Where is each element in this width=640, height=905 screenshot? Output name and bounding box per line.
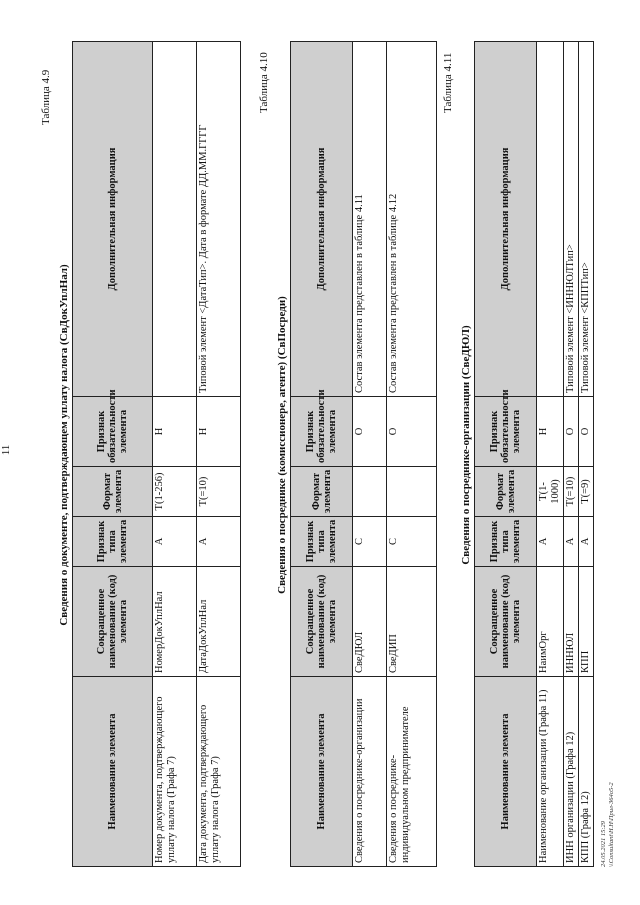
cell-name: Номер документа, подтверждающего уплату налога (Графа 7)	[153, 677, 197, 867]
cell-code: СвеДЮЛ	[353, 567, 387, 677]
cell-name: Дата документа, подтверждающего уплату налога (Графа 7)	[197, 677, 241, 867]
cell-required: Н	[153, 397, 197, 467]
cell-format	[387, 467, 437, 517]
table-header-row	[475, 42, 537, 867]
cell-code: НаимОрг	[537, 567, 564, 677]
cell-name: Сведения о посреднике-организации	[353, 677, 387, 867]
table-row	[537, 42, 564, 867]
table-row	[564, 42, 579, 867]
cell-type: А	[197, 517, 241, 567]
cell-required: О	[353, 397, 387, 467]
cell-info: Состав элемента представлен в таблице 4.12	[387, 42, 437, 397]
cell-code: ДатаДокУплНал	[197, 567, 241, 677]
table-title-4-9: Сведения о документе, подтверждающем уплату налога (СвДокУплНал)	[58, 264, 70, 626]
cell-code: СвеДИП	[387, 567, 437, 677]
header-cell: Формат элемента	[73, 467, 153, 517]
cell-type: С	[353, 517, 387, 567]
header-cell: Признак обязательности элемента	[291, 397, 353, 467]
cell-code: НомерДокУплНал	[153, 567, 197, 677]
cell-required: О	[564, 397, 579, 467]
table-label-4-9: Таблица 4.9	[40, 69, 52, 125]
page-number: 11	[0, 444, 12, 456]
cell-required: Н	[197, 397, 241, 467]
footer-stamp	[600, 782, 616, 867]
header-cell: Дополнительная информация	[73, 42, 153, 397]
cell-format: T(=9)	[579, 467, 594, 517]
header-cell: Формат элемента	[291, 467, 353, 517]
table-row	[153, 42, 197, 867]
header-cell: Наименование элемента	[291, 677, 353, 867]
table-4-9	[72, 41, 241, 867]
table-label-4-11: Таблица 4.11	[442, 52, 454, 113]
cell-name: КПП (Графа 12)	[579, 677, 594, 867]
cell-info	[153, 42, 197, 397]
cell-type: А	[579, 517, 594, 567]
cell-code: ИННЮЛ	[564, 567, 579, 677]
cell-name: ИНН организации (Графа 12)	[564, 677, 579, 867]
header-cell: Наименование элемента	[475, 677, 537, 867]
header-cell: Сокращенное наименование (код) элемента	[291, 567, 353, 677]
header-cell: Признак типа элемента	[73, 517, 153, 567]
header-cell: Признак типа элемента	[475, 517, 537, 567]
header-cell: Дополнительная информация	[291, 42, 353, 397]
cell-type: А	[537, 517, 564, 567]
header-cell: Наименование элемента	[73, 677, 153, 867]
cell-format: T(1-256)	[153, 467, 197, 517]
cell-info: Типовой элемент <КППТип>	[579, 42, 594, 397]
table-header-row	[291, 42, 353, 867]
footer-path: \\Consultant\Н.Н\Прил-364о5-2	[608, 782, 615, 867]
header-cell: Признак обязательности элемента	[73, 397, 153, 467]
table-row	[387, 42, 437, 867]
header-cell: Сокращенное наименование (код) элемента	[475, 567, 537, 677]
table-row	[579, 42, 594, 867]
cell-type: С	[387, 517, 437, 567]
table-title-4-10: Сведения о посреднике (комиссионере, агенте) (СвПосреди)	[276, 296, 288, 594]
table-4-10	[290, 41, 437, 867]
cell-info: Состав элемента представлен в таблице 4.11	[353, 42, 387, 397]
cell-format: T(=10)	[564, 467, 579, 517]
table-row	[353, 42, 387, 867]
cell-name: Наименование организации (Графа 11)	[537, 677, 564, 867]
footer-date: 24.05.2021 15:29	[600, 820, 607, 867]
header-cell: Сокращенное наименование (код) элемента	[73, 567, 153, 677]
cell-info	[537, 42, 564, 397]
table-4-11	[474, 41, 594, 867]
table-label-4-10: Таблица 4.10	[258, 52, 270, 113]
cell-info: Типовой элемент <ДатаТип>. Дата в формате ДД.ММ.ГГГГ	[197, 42, 241, 397]
table-title-4-11: Сведения о посреднике-организации (СвеДЮЛ)	[460, 325, 472, 565]
header-cell: Формат элемента	[475, 467, 537, 517]
cell-name: Сведения о посреднике-индивидуальном предпринимателе	[387, 677, 437, 867]
cell-required: Н	[537, 397, 564, 467]
cell-info: Типовой элемент <ИННЮЛТип>	[564, 42, 579, 397]
cell-required: О	[387, 397, 437, 467]
table-row	[197, 42, 241, 867]
cell-type: А	[153, 517, 197, 567]
cell-type: А	[564, 517, 579, 567]
cell-code: КПП	[579, 567, 594, 677]
header-cell: Дополнительная информация	[475, 42, 537, 397]
header-cell: Признак типа элемента	[291, 517, 353, 567]
cell-required: О	[579, 397, 594, 467]
header-cell: Признак обязательности элемента	[475, 397, 537, 467]
cell-format: T(=10)	[197, 467, 241, 517]
cell-format: T(1-1000)	[537, 467, 564, 517]
table-header-row	[73, 42, 153, 867]
cell-format	[353, 467, 387, 517]
